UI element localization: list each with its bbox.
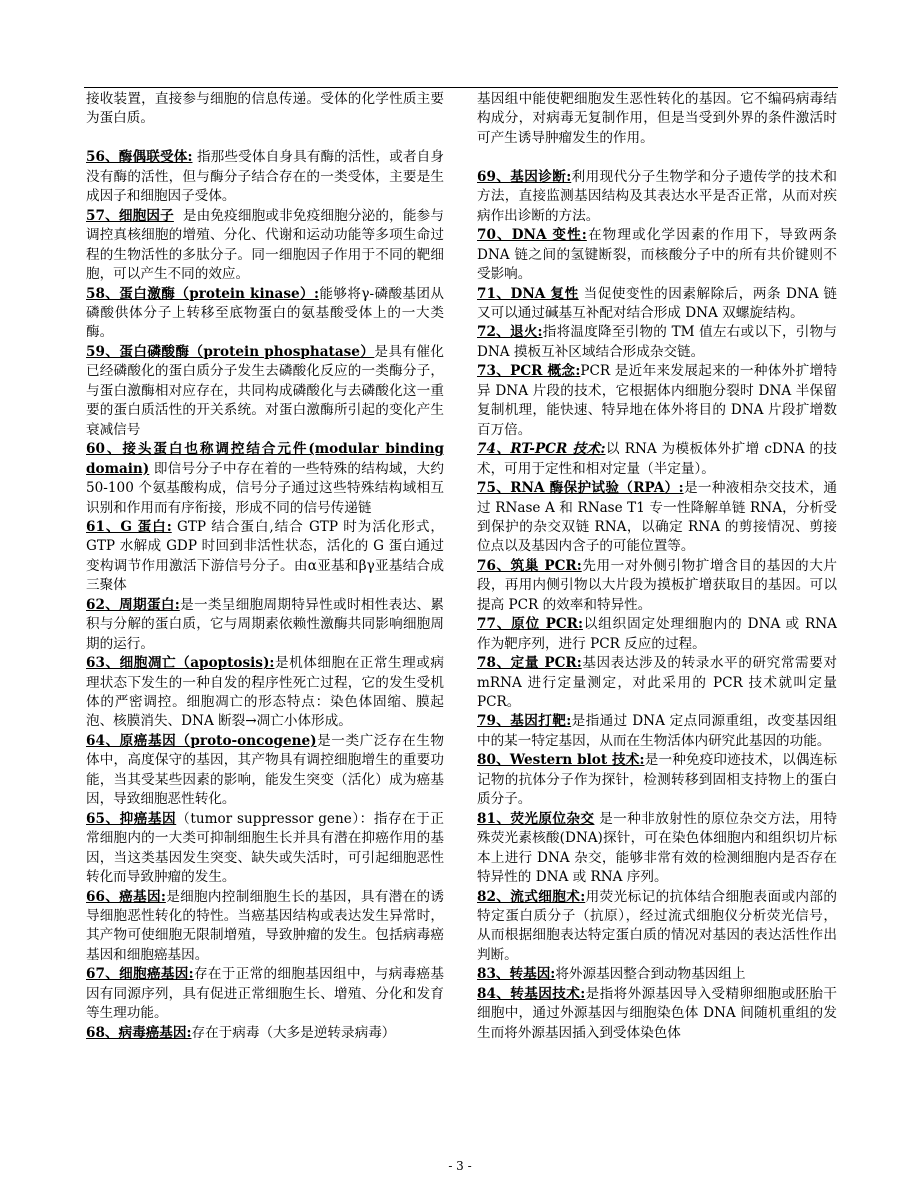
entry-term: 62、周期蛋白: (86, 596, 180, 613)
glossary-entry-72 (477, 323, 837, 362)
entry-text: 存在于正常的细胞基因组中，与病毒癌基因有同源序列，具有促进正常细胞生长、增殖、分化和发育等生理功能。 (86, 966, 444, 1022)
glossary-entry-62 (86, 596, 444, 654)
entry-text: 存在于病毒（大多是逆转录病毒） (191, 1024, 396, 1041)
entry-term: 58、蛋白激酶（protein kinase）: (86, 285, 320, 302)
glossary-entry-80 (477, 751, 837, 809)
entry-text: 先用一对外侧引物扩增含目的基因的大片段，再用内侧引物以大片段为摸板扩增获取目的基因。可以提高 PCR 的效率和特异性。 (477, 557, 837, 613)
entry-text: 是机体细胞在正常生理或病理状态下发生的一种自发的程序性死亡过程，它的发生受机体的严密调控。细胞凋亡的形态特点：染色体固缩、膜起泡、核膜消失、DNA 断裂→凋亡小体形成。 (86, 655, 444, 730)
entry-text: （tumor suppressor gene）：指存在于正常细胞内的一大类可抑制细胞生长并具有潜在抑癌作用的基因，当这类基因发生突变、缺失或失活时，可引起细胞恶性转化而导致肿瘤的发生。 (86, 810, 444, 886)
glossary-entry-82 (477, 888, 837, 966)
entry-term: 61、G 蛋白: (86, 518, 172, 535)
glossary-entry-64 (86, 732, 444, 810)
entry-text: 是细胞内控制细胞生长的基因，具有潜在的诱导细胞恶性转化的特性。当癌基因结构或表达发生异常时，其产物可使细胞无限制增殖，导致肿瘤的发生。包括病毒癌基因和细胞癌基因。 (86, 888, 444, 963)
entry-text: 以 RNA 为模板体外扩增 cDNA 的技术，可用于定性和相对定量（半定量）。 (477, 441, 837, 477)
glossary-entry-83 (477, 965, 837, 984)
entry-text: 指那些受体自身具有酶的活性，或者自身没有酶的活性，但与酶分子结合存在的一类受体，主要是生成因子和细胞因子受体。 (86, 149, 445, 205)
entry-text: 是一类广泛存在生物体中，高度保守的基因，其产物具有调控细胞增生的重要功能，当其受某些因素的影响，能发生突变（活化）成为癌基因，导致细胞恶性转化。 (86, 732, 445, 808)
page-number: - 3 - (448, 1159, 472, 1173)
header-rule (84, 87, 838, 88)
glossary-entry-68 (86, 1024, 444, 1043)
entry-term: 57、细胞因子 (86, 207, 174, 224)
entry-text: GTP 结合蛋白,结合 GTP 时为活化形式，GTP 水解成 GDP 时回到非活性状态，活化的 G 蛋白通过变构调节作用激活下游信号分子。由α亚基和βγ亚基结合成三聚体 (86, 518, 445, 594)
entry-term: 76、筑巢 PCR: (477, 557, 582, 574)
entry-text: 在物理或化学因素的作用下，导致两条 DNA 链之间的氢键断裂，而核酸分子中的所有共价键则不受影响。 (477, 227, 837, 283)
entry-term: 77、原位 PCR: (477, 616, 583, 633)
entry-term: 66、癌基因: (86, 888, 166, 905)
glossary-entry-59 (86, 343, 444, 440)
glossary-entry-79 (477, 712, 837, 751)
entry-text: 是一种非放射性的原位杂交方法，用特殊荧光素核酸(DNA)探针，可在染色体细胞内和组织切片标本上进行 DNA 杂交，能够非常有效的检测细胞内是否存在特异性的 DNA 或 RNA 序列。 (477, 810, 837, 886)
glossary-entry-66 (86, 888, 444, 966)
entry-term: 63、细胞凋亡（apoptosis): (86, 655, 275, 672)
glossary-entry-continued (477, 90, 837, 148)
entry-term: 56、酶偶联受体: (86, 149, 193, 166)
entry-text: 将外源基因整合到动物基因组上 (555, 966, 746, 983)
entry-text: 接收装置，直接参与细胞的信息传递。受体的化学性质主要为蛋白质。 (86, 91, 444, 127)
entry-term: 83、转基因: (477, 966, 556, 983)
entry-term: 68、病毒癌基因: (86, 1024, 192, 1041)
glossary-entry-continued (86, 90, 444, 129)
entry-term: 82、流式细胞术: (477, 888, 586, 905)
glossary-entry-65 (86, 810, 444, 888)
entry-term: 70、DNA 变性: (477, 227, 587, 244)
entry-term: 72、退火: (477, 324, 543, 341)
entry-text: 是指将外源基因导入受精卵细胞或胚胎干细胞中，通过外源基因与细胞染色体 DNA 间随机重组的发生而将外源基因插入到受体染色体 (477, 985, 838, 1041)
entry-term: 73、PCR 概念: (477, 363, 581, 380)
glossary-entry-77 (477, 615, 837, 654)
entry-text: 能够将γ-磷酸基团从磷酸供体分子上转移至底物蛋白的氨基酸受体上的一大类酶。 (86, 285, 444, 341)
right-column (477, 90, 837, 1043)
entry-text: 是由免疫细胞或非免疫细胞分泌的，能参与调控真核细胞的增殖、分化、代谢和运动功能等多项生命过程的生物活性的多肽分子。同一细胞因子作用于不同的靶细胞，可以产生不同的效应。 (86, 207, 444, 283)
entry-term: 59、蛋白磷酸酶（protein phosphatase） (86, 343, 375, 360)
entry-text: 即信号分子中存在着的一些特殊的结构域，大约 50-100 个氨基酸构成，信号分子通过这些特殊结构域相互识别和作用而有序衔接，形成不同的信号传递链 (86, 460, 444, 516)
entry-term: 69、基因诊断: (477, 168, 572, 185)
entry-text: 用荧光标记的抗体结合细胞表面或内部的特定蛋白质分子（抗原），经过流式细胞仪分析荧光信号，从而根据细胞表达特定蛋白质的情况对基因的表达活性作出判断。 (477, 888, 838, 963)
glossary-entry-58 (86, 285, 444, 343)
glossary-entry-70 (477, 226, 837, 284)
entry-text: 以组织固定处理细胞内的 DNA 或 RNA 作为靶序列，进行 PCR 反应的过程。 (477, 616, 837, 652)
entry-text: 是具有催化已经磷酸化的蛋白质分子发生去磷酸化反应的一类酶分子，与蛋白激酶相对应存在，共同构成磷酸化与去磷酸化这一重要的蛋白质活性的开关系统。对蛋白激酶所引起的变化产生衰减信号 (86, 343, 445, 438)
glossary-entry-74 (477, 440, 837, 479)
entry-text: 是一种液相杂交技术，通过 RNase A 和 RNase T1 专一性降解单链 RNA，分析受到保护的杂交双链 RNA，以确定 RNA 的剪接情况、剪接位点以及基因内含子的可能位置等。 (477, 480, 838, 555)
entry-term: 71、DNA 复性 (477, 285, 579, 302)
entry-term: 84、转基因技术: (477, 985, 586, 1002)
glossary-entry-81 (477, 810, 837, 888)
entry-text: 基因表达涉及的转录水平的研究常需要对 mRNA 进行定量测定，对此采用的 PCR 技术就叫定量 PCR。 (477, 655, 837, 711)
glossary-entry-60 (86, 440, 444, 518)
entry-text: 是一种免疫印迹技术，以偶连标记物的抗体分子作为探针，检测转移到固相支持物上的蛋白质分子。 (477, 752, 837, 808)
glossary-entry-63 (86, 654, 444, 732)
glossary-entry-84 (477, 985, 837, 1043)
entry-text: 当促使变性的因素解除后，两条 DNA 链又可以通过碱基互补配对结合形成 DNA 双螺旋结构。 (477, 285, 837, 321)
glossary-entry-57 (86, 207, 444, 285)
entry-text: PCR 是近年来发展起来的一种体外扩增特异 DNA 片段的技术，它根据体内细胞分裂时 DNA 半保留复制机理，能快速、特异地在体外将目的 DNA 片段扩增数百万倍。 (477, 363, 837, 438)
entry-term: 67、细胞癌基因: (86, 966, 194, 983)
entry-text: 利用现代分子生物学和分子遗传学的技术和方法，直接监测基因结构及其表达水平是否正常，从而对疾病作出诊断的方法。 (477, 168, 838, 224)
entry-text: 是一类呈细胞周期特异性或时相性表达、累积与分解的蛋白质，它与周期素依赖性激酶共同影响细胞周期的运行。 (86, 596, 444, 652)
left-column (86, 90, 444, 1043)
glossary-entry-56 (86, 148, 444, 206)
entry-term: 64、原癌基因（proto-oncogene) (86, 732, 317, 749)
entry-term: 60、接头蛋白也称调控结合元件(modular binding domain) (86, 441, 444, 477)
entry-term: 79、基因打靶: (477, 713, 572, 730)
glossary-entry-61 (86, 518, 444, 596)
glossary-entry-78 (477, 654, 837, 712)
entry-text: 是指通过 DNA 定点同源重组，改变基因组中的某一特定基因，从而在生物活体内研究此基因的功能。 (477, 713, 837, 749)
entry-term: 65、抑癌基因 (86, 810, 177, 827)
glossary-entry-67 (86, 965, 444, 1023)
entry-term: 78、定量 PCR: (477, 655, 582, 672)
glossary-entry-76 (477, 557, 837, 615)
entry-text: 指将温度降至引物的 TM 值左右或以下，引物与 DNA 摸板互补区域结合形成杂交链。 (477, 324, 837, 360)
entry-term: 80、Western blot 技术: (477, 752, 645, 769)
entry-term: 75、RNA 酶保护试验（RPA）: (477, 480, 684, 497)
glossary-entry-69 (477, 168, 837, 226)
entry-text: 基因组中能使靶细胞发生恶性转化的基因。它不编码病毒结构成分，对病毒无复制作用，但是当受到外界的条件激活时可产生诱导肿瘤发生的作用。 (477, 91, 837, 146)
glossary-entry-73 (477, 362, 837, 440)
entry-term: 74、RT-PCR 技术: (477, 441, 606, 458)
entry-term: 81、荧光原位杂交 (477, 810, 595, 827)
glossary-entry-71 (477, 285, 837, 324)
glossary-entry-75 (477, 479, 837, 557)
